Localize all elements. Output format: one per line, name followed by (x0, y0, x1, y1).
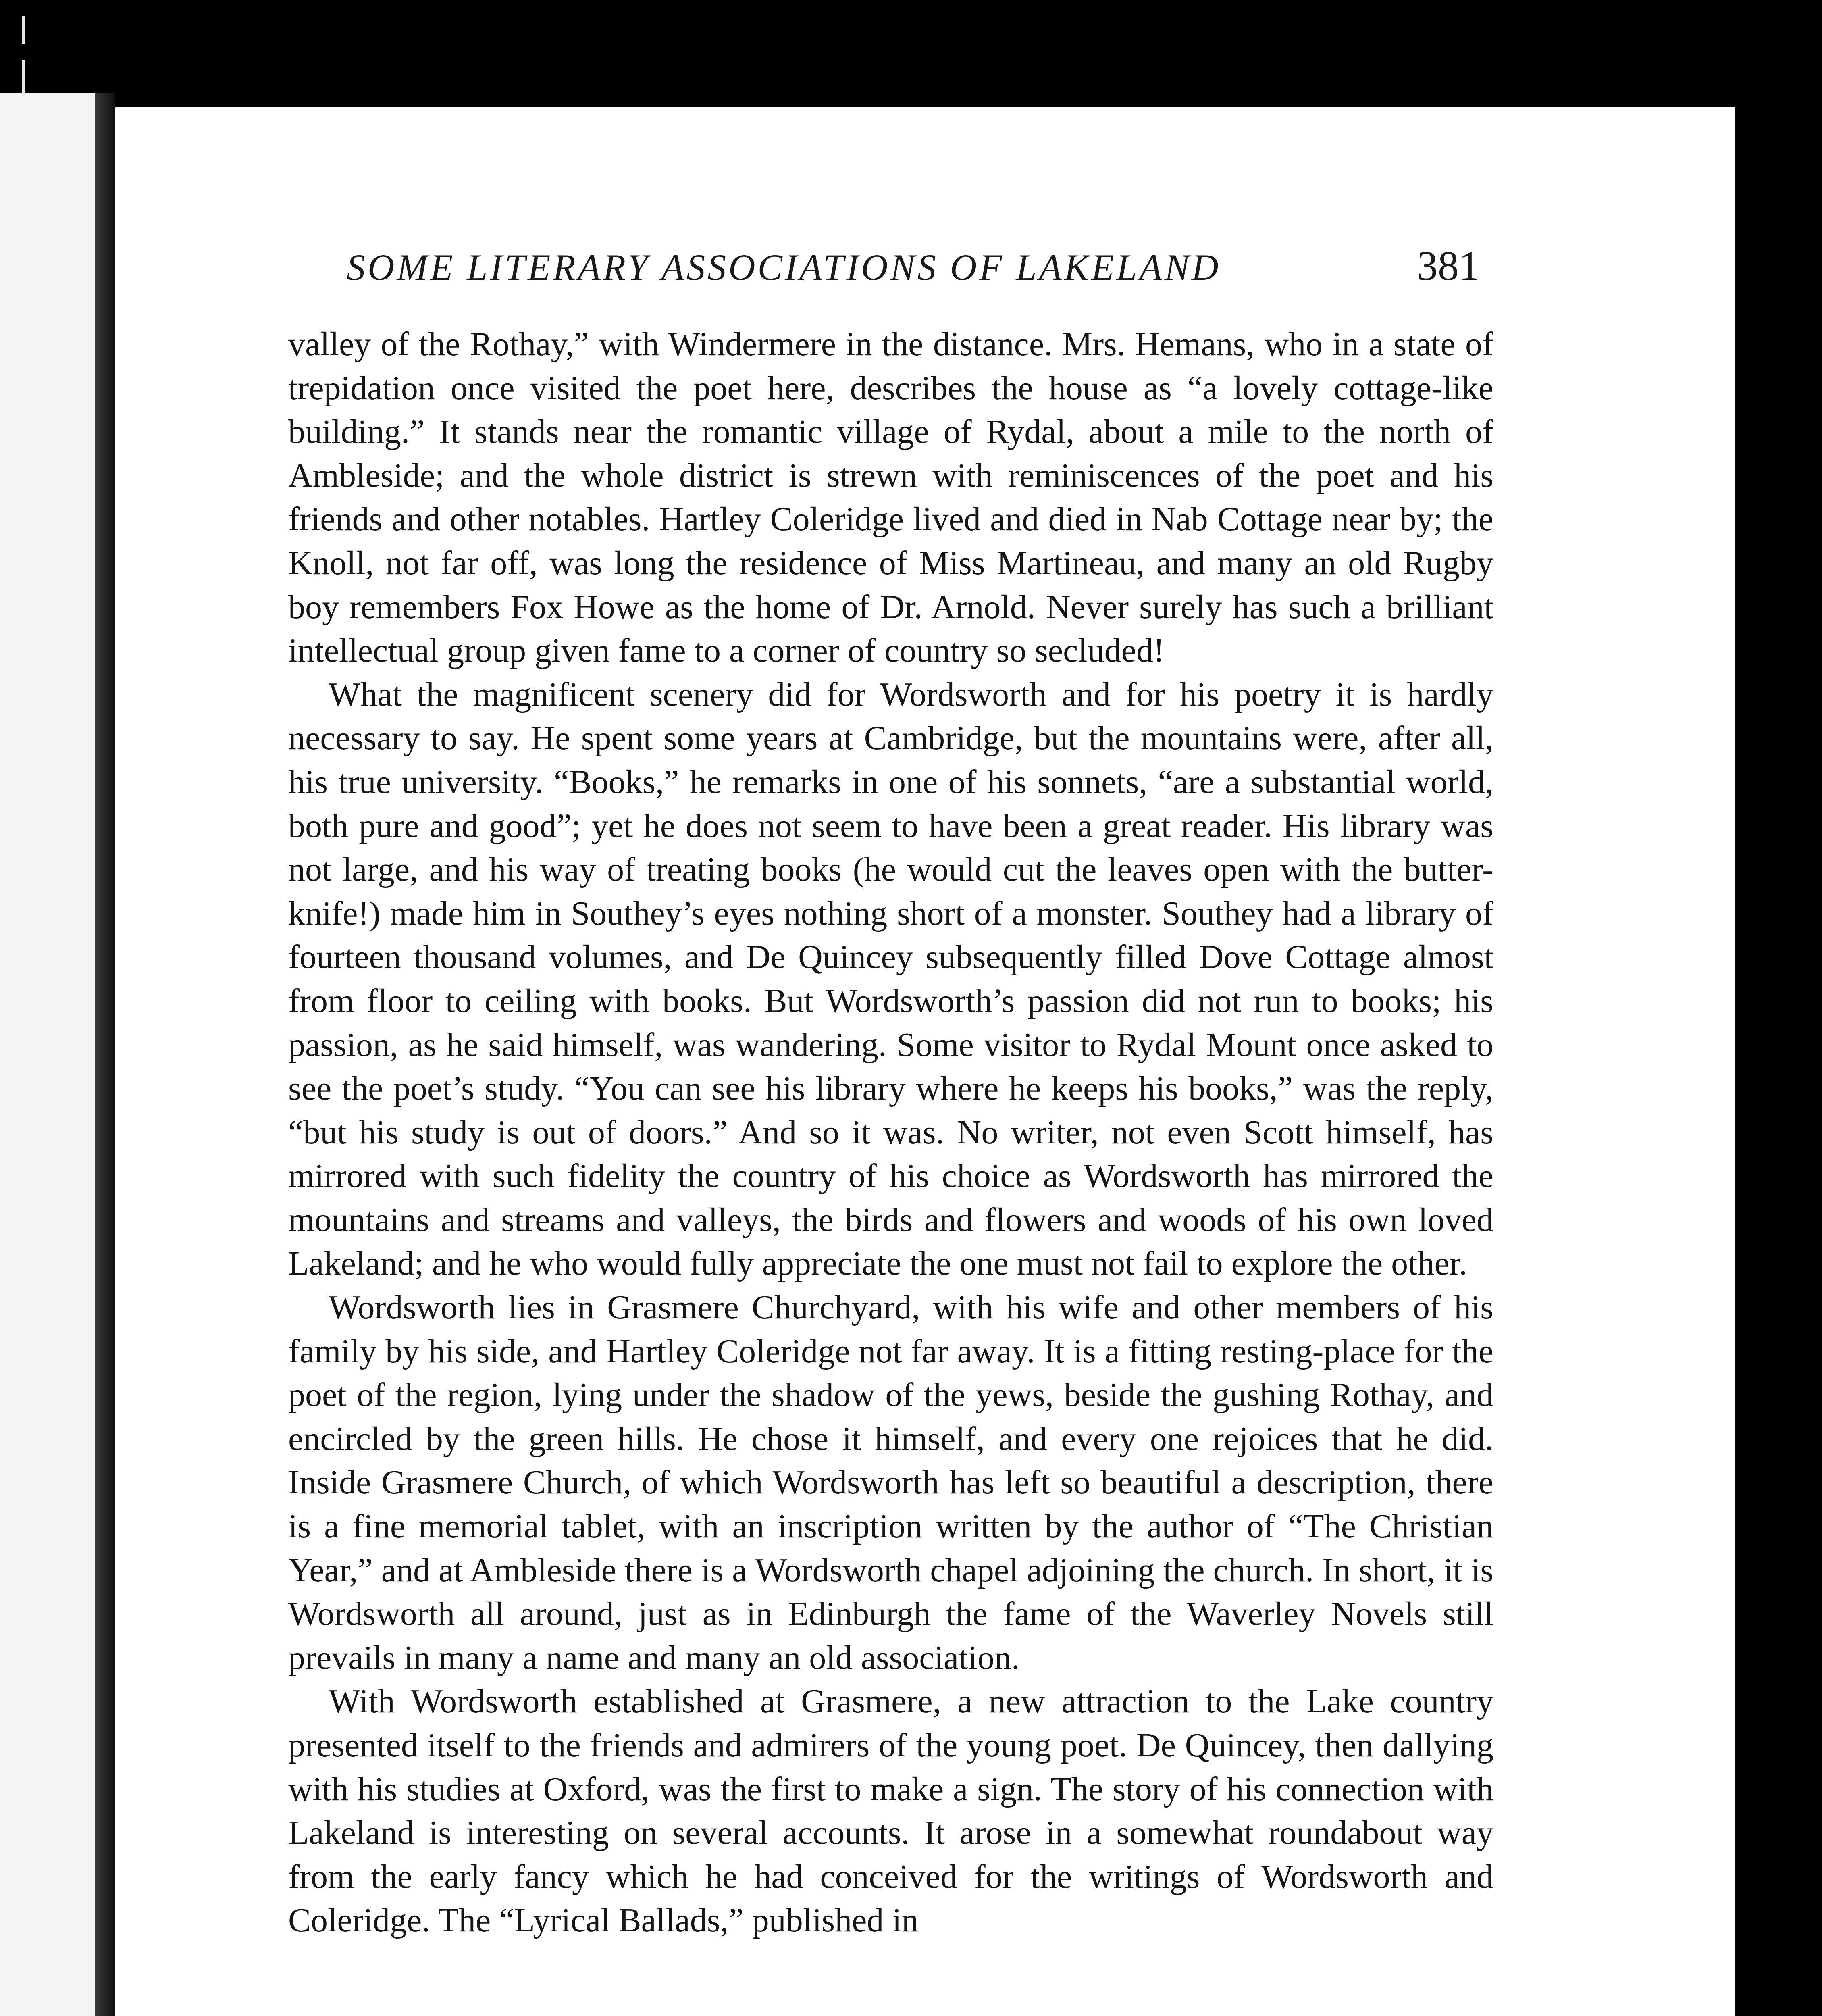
paragraph: valley of the Rothay,” with Windermere in the distance. Mrs. Hemans, who in a state of trepidation once visited the poet here, describes the house as “a lovely cottage-like building.” It stands near the romantic village of Rydal, about a mile to the north of Ambleside; and the whole district is strewn with reminiscences of the poet and his friends and other notables. Hartley Coleridge lived and died in Nab Cottage near by; the Knoll, not far off, was long the residence of Miss Martineau, and many an old Rugby boy remembers Fox Howe as the home of Dr. Arnold. Never surely has such a brilliant intellectual group given fame to a corner of country so secluded! (288, 325, 1493, 670)
page-gutter-shadow (95, 93, 115, 2016)
body-text (288, 323, 1493, 1943)
paragraph: Wordsworth lies in Grasmere Churchyard, with his wife and other members of his family by his side, and Hartley Coleridge not far away. It is a fitting resting-place for the poet of the region, lying under the shadow of the yews, beside the gushing Rothay, and encircled by the green hills. He chose it himself, and every one rejoices that he did. Inside Grasmere Church, of which Wordsworth has left so beautiful a description, there is a fine memorial tablet, with an inscription written by the author of “The Christian Year,” and at Ambleside there is a Wordsworth chapel adjoining the church. In short, it is Wordsworth all around, just as in Edinburgh the fame of the Waverley Novels still prevails in many a name and many an old association. (288, 1289, 1493, 1677)
facing-page-edge (0, 93, 95, 2016)
scan-artifact (22, 60, 25, 97)
page-number: 381 (1417, 243, 1480, 289)
running-head: SOME LITERARY ASSOCIATIONS OF LAKELAND (347, 247, 1221, 288)
scan-artifact (22, 16, 25, 44)
paragraph: With Wordsworth established at Grasmere, a new attraction to the Lake country presented itself to the friends and admirers of the young poet. De Quincey, then dallying with his studies at Oxford, was the first to make a sign. The story of his connection with Lakeland is interesting on several accounts. It arose in a somewhat roundabout way from the early fancy which he had conceived for the writings of Wordsworth and Coleridge. The “Lyrical Ballads,” published in (288, 1683, 1493, 1939)
paragraph: What the magnificent scenery did for Wordsworth and for his poetry it is hardly necessary to say. He spent some years at Cambridge, but the mountains were, after all, his true university. “Books,” he remarks in one of his sonnets, “are a substantial world, both pure and good”; yet he does not seem to have been a great reader. His library was not large, and his way of treating books (he would cut the leaves open with the butter-knife!) made him in Southey’s eyes nothing short of a monster. Southey had a library of fourteen thousand volumes, and De Quincey subsequently filled Dove Cottage almost from floor to ceiling with books. But Wordsworth’s passion did not run to books; his passion, as he said himself, was wandering. Some visitor to Rydal Mount once asked to see the poet’s study. “You can see his library where he keeps his books,” was the reply, “but his study is out of doors.” And so it was. No writer, not even Scott himself, has mirrored with such fidelity the country of his choice as Wordsworth has mirrored the mountains and streams and valleys, the birds and flowers and woods of his own loved Lakeland; and he who would fully appreciate the one must not fail to explore the other. (288, 675, 1493, 1283)
